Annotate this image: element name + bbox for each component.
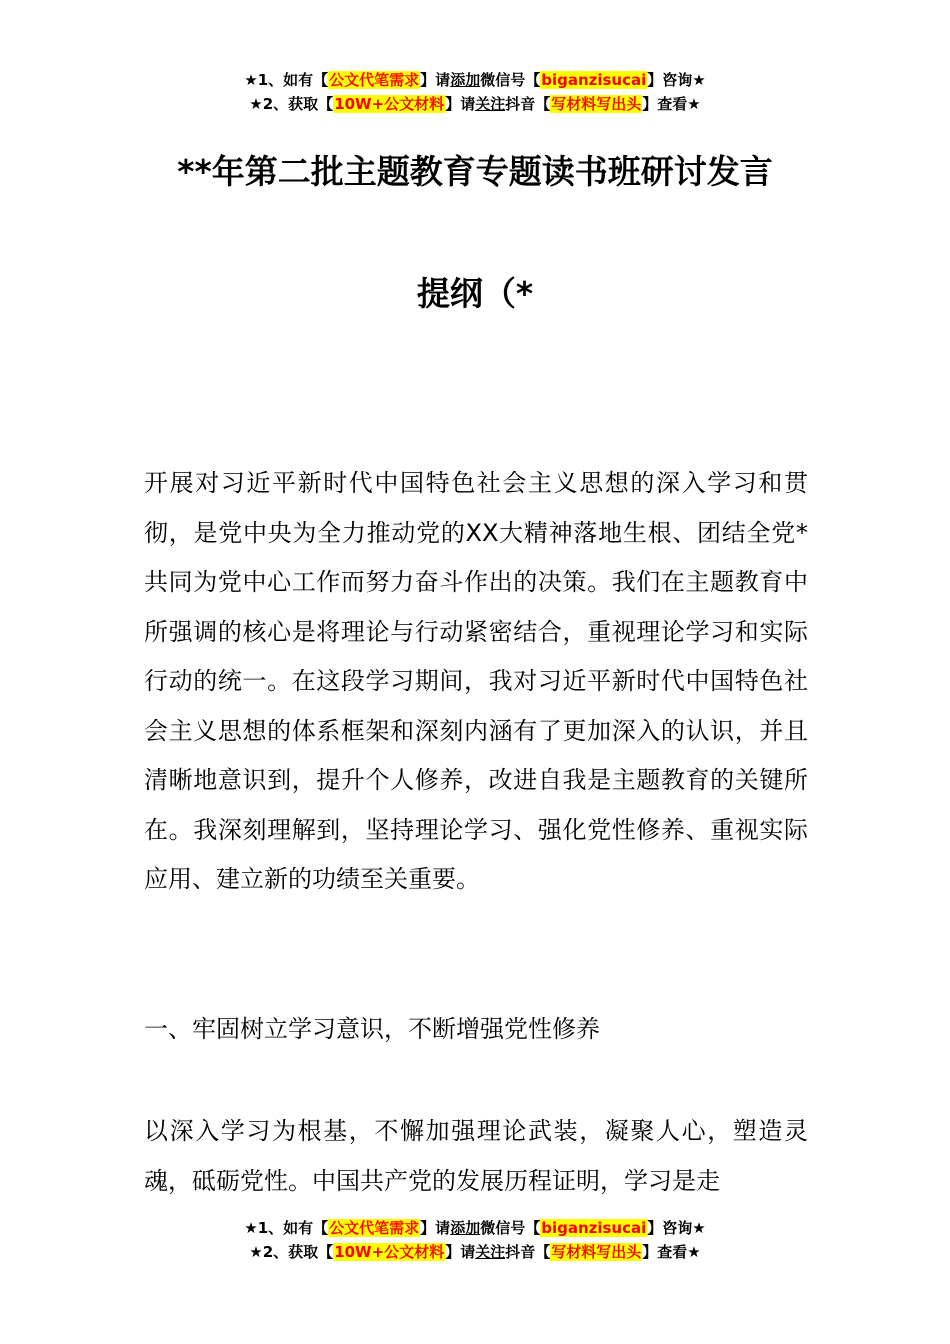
promo-highlight: 10W+公文材料 — [334, 1243, 445, 1261]
promo-emphasis: 添加 — [450, 1219, 481, 1237]
promo-text: 】查看★ — [642, 1243, 701, 1261]
promo-banner-bottom — [0, 1216, 950, 1264]
intro-paragraph: 开展对习近平新时代中国特色社会主义思想的深入学习和贯彻，是党中央为全力推动党的XX大精神落地生根、团结全党*共同为党中心工作而努力奋斗作出的决策。我们在主题教育中所强调的核心是将理论与行动紧密结合，重视理论学习和实际行动的统一。在这段学习期间，我对习近平新时代中国特色社会主义思想的体系框架和深刻内涵有了更加深入的认识，并且清晰地意识到，提升个人修养，改进自我是主题教育的关键所在。我深刻理解到，坚持理论学习、强化党性修养、重视实际应用、建立新的功绩至关重要。 — [144, 469, 808, 893]
promo-line-2 — [0, 1240, 950, 1264]
promo-text: 】请 — [420, 1219, 451, 1237]
promo-emphasis: 添加 — [450, 71, 481, 89]
promo-text: 抖音【 — [505, 1243, 551, 1261]
section-paragraph: 以深入学习为根基，不懈加强理论武装，凝聚人心，塑造灵魂，砥砺党性。中国共产党的发展历程证明，学习是走 — [144, 1117, 808, 1195]
promo-emphasis: 关注 — [475, 95, 506, 113]
promo-highlight: 10W+公文材料 — [334, 95, 445, 113]
document-title-line-2: 提纲（* — [416, 274, 534, 313]
promo-text: 】咨询★ — [647, 1219, 706, 1237]
promo-text: 】查看★ — [642, 95, 701, 113]
document-title-line-1: **年第二批主题教育专题读书班研讨发言 — [177, 152, 773, 191]
promo-highlight: biganzisucai — [541, 71, 647, 89]
promo-banner-top — [0, 68, 950, 116]
promo-line-1 — [0, 1216, 950, 1240]
promo-highlight: 公文代笔需求 — [329, 71, 420, 89]
promo-text: ★1、如有【 — [244, 1219, 329, 1237]
promo-text: ★1、如有【 — [244, 71, 329, 89]
promo-text: 微信号【 — [480, 71, 541, 89]
promo-highlight: 写材料写出头 — [551, 95, 642, 113]
promo-text: 】请 — [420, 71, 451, 89]
promo-line-1 — [0, 68, 950, 92]
promo-highlight: 公文代笔需求 — [329, 1219, 420, 1237]
section-heading: 一、牢固树立学习意识，不断增强党性修养 — [144, 1015, 600, 1043]
promo-line-2 — [0, 92, 950, 116]
promo-highlight: biganzisucai — [541, 1219, 647, 1237]
promo-text: 】咨询★ — [647, 71, 706, 89]
promo-emphasis: 关注 — [475, 1243, 506, 1261]
promo-text: 】请 — [445, 1243, 476, 1261]
promo-highlight: 写材料写出头 — [551, 1243, 642, 1261]
promo-text: ★2、获取【 — [249, 95, 334, 113]
promo-text: 】请 — [445, 95, 476, 113]
promo-text: 微信号【 — [480, 1219, 541, 1237]
promo-text: 抖音【 — [505, 95, 551, 113]
promo-text: ★2、获取【 — [249, 1243, 334, 1261]
